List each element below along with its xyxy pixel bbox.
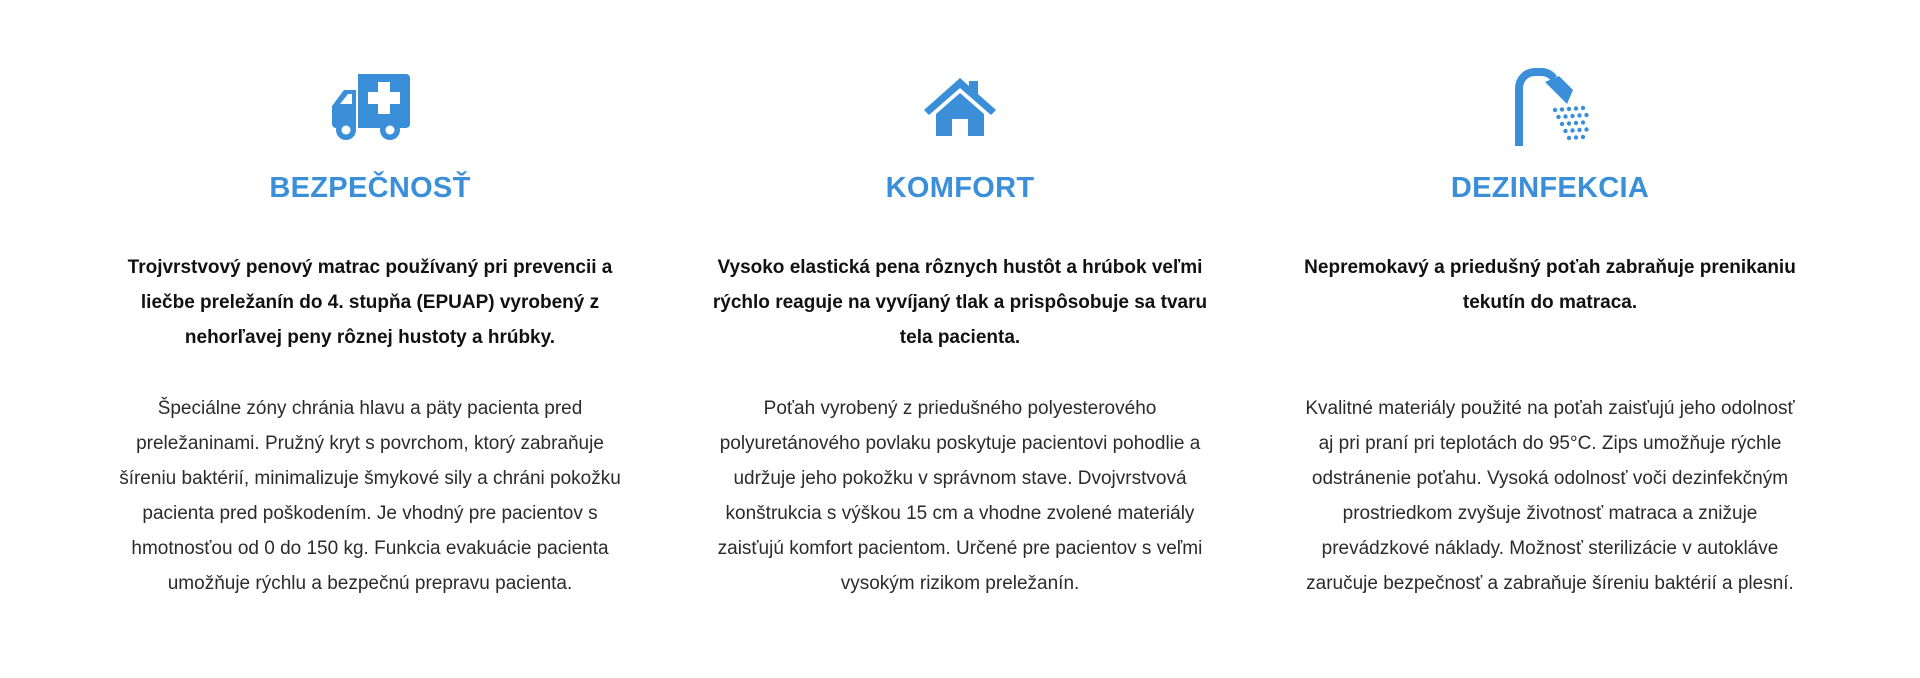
feature-body-text: Poťah vyrobený z priedušného polyesterového polyuretánového povlaku poskytuje pacientovi pohodlie a udržuje jeho pokožku v správnom stave. Dvojvrstvová konštrukcia s výškou 15 cm a vhodne zvolené materiály zaisťujú komfort pacientom. Určené pre pacientov s veľmi vysokým rizikom preležanín. [717, 398, 1203, 594]
feature-title: DEZINFEKCIA [1450, 172, 1650, 204]
water-drop [1581, 120, 1585, 124]
water-drop [1574, 121, 1578, 125]
feature-safety [100, 64, 640, 601]
water-drop [1577, 128, 1581, 132]
water-drop [1567, 121, 1571, 125]
water-drop [1570, 128, 1574, 132]
feature-lead-text: Vysoko elastická pena rôznych hustôt a hrúbok veľmi rýchlo reaguje na vyvíjaný tlak a prispôsobuje sa tvaru tela pacienta. [712, 257, 1208, 348]
feature-lead-text: Trojvrstvový penový matrac používaný pri prevencii a liečbe preležanín do 4. stupňa (EPUAP) vyrobený z nehorľavej peny rôznej hustoty a hrúbky. [127, 257, 613, 348]
water-drop [1584, 127, 1588, 131]
water-drop [1553, 108, 1557, 112]
feature-title: KOMFORT [885, 172, 1035, 204]
water-drop [1581, 106, 1585, 110]
water-drop [1574, 106, 1578, 110]
home-icon [910, 64, 1010, 148]
water-drop [1567, 107, 1571, 111]
feature-lead-text: Nepremokavý a priedušný poťah zabraňuje prenikaniu tekutín do matraca. [1304, 257, 1796, 313]
shower-icon [1500, 64, 1600, 148]
ambulance-icon [320, 64, 420, 148]
water-drop [1581, 135, 1585, 139]
feature-disinfection [1280, 64, 1820, 601]
water-drop [1560, 122, 1564, 126]
feature-body-text: Špeciálne zóny chránia hlavu a päty pacienta pred preležaninami. Pružný kryt s povrchom, ktorý zabraňuje šíreniu baktérií, minimalizuje šmykové sily a chráni pokožku pacienta pred poškodením. Je vhodný pre pacientov s hmotnosťou od 0 do 150 kg. Funkcia evakuácie pacienta umožňuje rýchlu a bezpečnú prepravu pacienta. [119, 398, 621, 594]
water-drop [1570, 114, 1574, 118]
feature-title: BEZPEČNOSŤ [269, 172, 471, 204]
water-drop [1567, 136, 1571, 140]
water-drop [1574, 135, 1578, 139]
feature-comfort [690, 64, 1230, 601]
water-drop [1577, 113, 1581, 117]
water-drop [1556, 115, 1560, 119]
feature-body-text: Kvalitné materiály použité na poťah zaisťujú jeho odolnosť aj pri praní pri teplotách do 95°C. Zips umožňuje rýchle odstránenie poťahu. Vysoká odolnosť voči dezinfekčným prostriedkom zvyšuje životnosť matraca a znižuje prevádzkové náklady. Možnosť sterilizácie v autokláve zaručuje bezpečnosť a zabraňuje šíreniu baktérií a plesní. [1305, 398, 1795, 594]
water-drop [1584, 113, 1588, 117]
water-drop [1563, 114, 1567, 118]
water-drop [1560, 107, 1564, 111]
water-drop [1563, 129, 1567, 133]
